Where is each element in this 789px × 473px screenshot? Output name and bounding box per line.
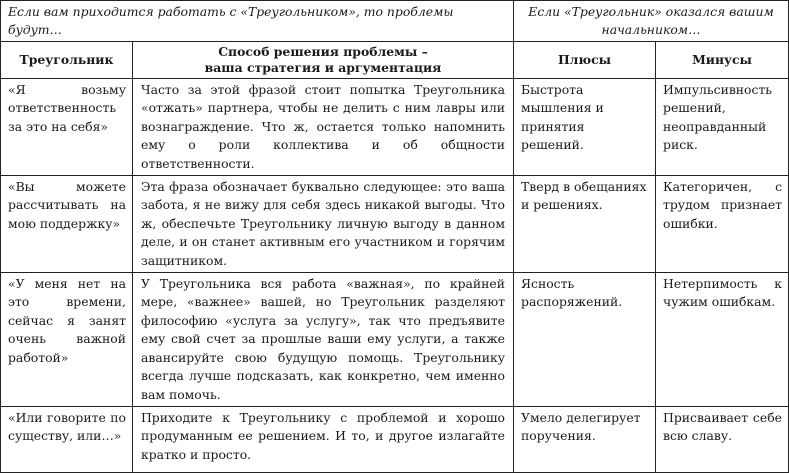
intro-right-note: Если «Треугольник» оказался вашим начальником… [514, 1, 789, 42]
row-minus: Нетерпимость к чужим ошибкам. [656, 273, 789, 407]
header-minuses: Минусы [656, 42, 789, 79]
row-quote: «Вы можете рассчитывать на мою поддержку» [1, 176, 133, 273]
row-minus: Присваивает себе всю славу. [656, 406, 789, 472]
row-minus: Импульсивность решений, неоправданный риск. [656, 79, 789, 176]
row-strategy: Часто за этой фразой стоит попытка Треугольника «отжать» партнера, чтобы не делить с ним лавры или вознаграждение. Что ж, остается только напомнить ему о роли коллектива и об общности ответственности. [133, 79, 514, 176]
header-row [1, 42, 789, 79]
row-strategy: Приходите к Треугольнику с проблемой и хорошо продуманным ее решением. И то, и другое излагайте кратко и просто. [133, 406, 514, 472]
row-plus: Тверд в обещаниях и решениях. [514, 176, 656, 273]
header-strategy-line2: ваша стратегия и аргументация [204, 60, 442, 75]
row-strategy: Эта фраза обозначает буквально следующее: это ваша забота, я не вижу для себя здесь никакой выгоды. Что ж, обеспечьте Треугольнику личную выгоду в данном деле, и он станет активным его участником и горячим защитником. [133, 176, 514, 273]
row-plus: Быстрота мышления и принятия решений. [514, 79, 656, 176]
table-row [1, 176, 789, 273]
header-pluses: Плюсы [514, 42, 656, 79]
row-quote: «Я возьму ответственность за это на себя» [1, 79, 133, 176]
row-quote: «У меня нет на это времени, сейчас я занят очень важной работой» [1, 273, 133, 407]
header-triangle: Треугольник [1, 42, 133, 79]
row-plus: Ясность распоряжений. [514, 273, 656, 407]
table-row [1, 406, 789, 472]
row-quote: «Или говорите по существу, или…» [1, 406, 133, 472]
header-strategy-line1: Способ решения проблемы – [218, 44, 428, 59]
row-plus: Умело делегирует поручения. [514, 406, 656, 472]
table-row [1, 79, 789, 176]
intro-row [1, 1, 789, 42]
row-strategy: У Треугольника вся работа «важная», по крайней мере, «важнее» вашей, но Треугольник разделяют философию «услуга за услугу», так что предъявите ему свой счет за прошлые ваши ему услуги, а также авансируйте свою будущую помощь. Треугольнику всегда лучше подсказать, как конкретно, чем именно вам помочь. [133, 273, 514, 407]
row-minus: Категоричен, с трудом признает ошибки. [656, 176, 789, 273]
intro-left-note: Если вам приходится работать с «Треугольником», то проблемы будут… [1, 1, 514, 42]
header-strategy [133, 42, 514, 79]
table-row [1, 273, 789, 407]
